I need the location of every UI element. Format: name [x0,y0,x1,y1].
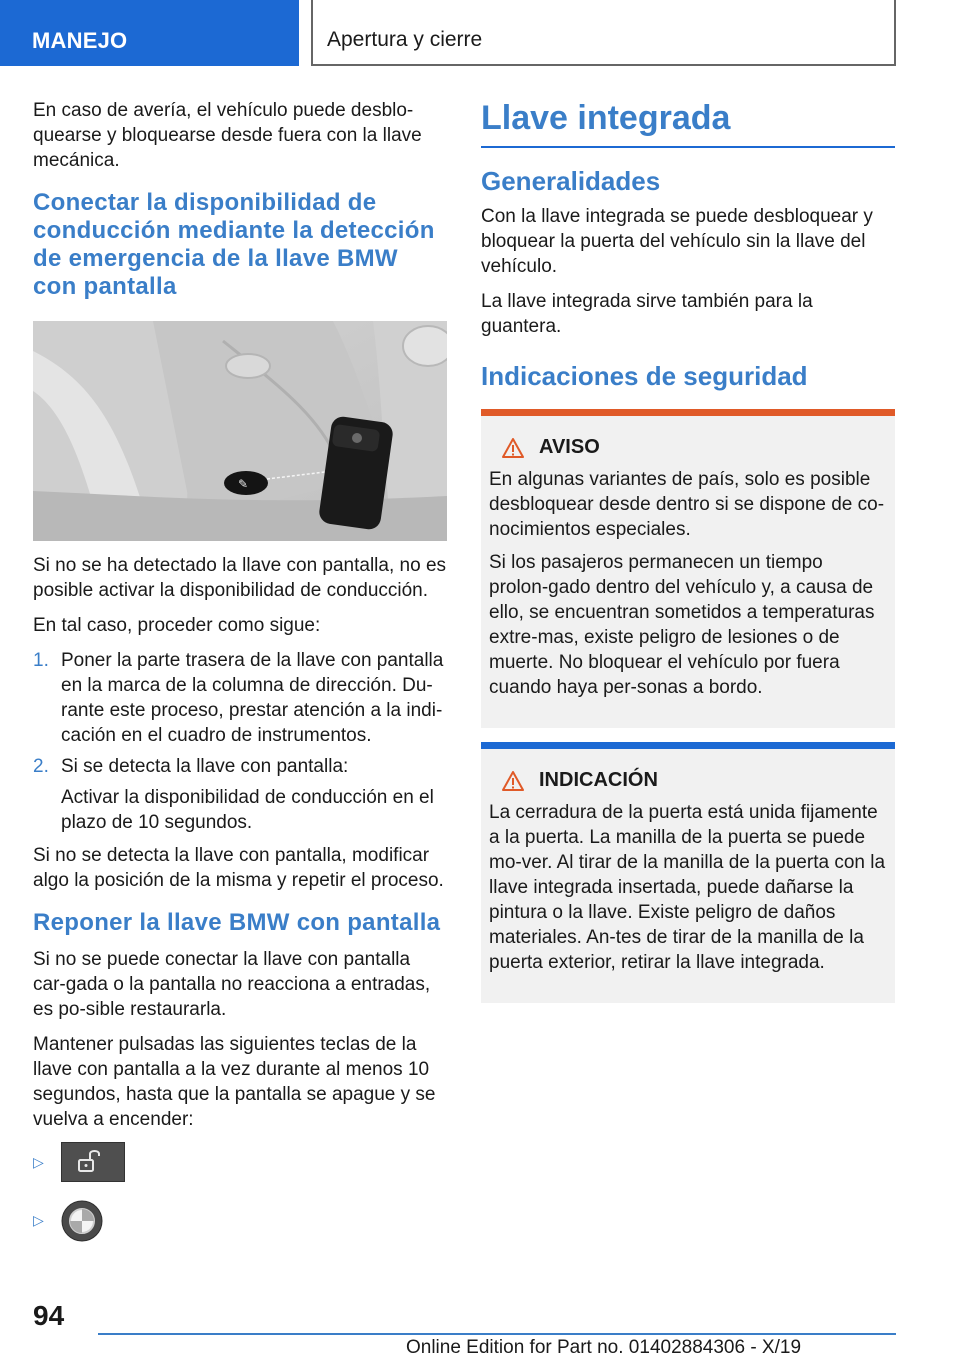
footer-edition: Online Edition for Part no. 01402884306 - X/19 [405,1337,802,1358]
bullet-triangle-icon: ▷ [33,1154,44,1170]
procedure-steps [33,648,447,835]
notice-box [481,742,895,1003]
warning-triangle-icon [501,437,525,459]
warning-paragraph-1: En algunas variantes de país, solo es posible desbloquear desde dentro si se dispone de co-nocimientos especiales. [489,469,885,540]
svg-text:✎: ✎ [238,477,249,491]
general-paragraph-2: La llave integrada sirve también para la guantera. [481,291,813,337]
section-heading-integrated-key: Llave integrada [481,98,895,148]
warning-box [481,409,895,728]
retry-paragraph: Si no se detecta la llave con pantalla, modificar algo la posición de la misma y repetir el proceso. [33,845,444,891]
heading-reset-key: Reponer la llave BMW con pantalla [33,909,441,936]
heading-safety-notes: Indicaciones de seguridad [481,361,808,391]
list-item [33,754,447,835]
warning-triangle-icon [501,770,525,792]
list-item [33,648,447,748]
step-text: Si se detecta la llave con pantalla: [61,756,349,777]
chapter-tab [311,0,896,66]
key-button-row-unlock [33,1142,447,1194]
key-button-row-bmw [33,1200,447,1252]
step-text: Poner la parte trasera de la llave con pantalla en la marca de la columna de dirección. Du-rante este proceso, prestar atención a la indi-cación en el cuadro de instrumentos. [61,650,444,746]
reset-intro-paragraph: Si no se puede conectar la llave con pantalla car-gada o la pantalla no reacciona a entradas, es po-sible restaurarla. [33,949,431,1020]
intro-paragraph: En caso de avería, el vehículo puede desblo-quearse y bloquearse desde fuera con la llave mecánica. [33,100,422,171]
no-key-detected-paragraph: Si no se ha detectado la llave con pantalla, no es posible activar la disponibilidad de conducción. [33,555,447,601]
notice-title: INDICACIÓN [539,769,658,791]
notice-header [489,769,887,792]
bmw-logo-button-icon [61,1200,103,1242]
warning-header [489,436,887,459]
procedure-intro: En tal caso, proceder como sigue: [33,615,321,636]
page-number: 94 [33,1300,65,1331]
heading-general: Generalidades [481,166,661,196]
heading-emergency-detection: Conectar la disponibilidad de conducción mediante la detección de emergencia de la llave BMW con pantalla [33,189,435,300]
step-subtext: Activar la disponibilidad de conducción en el plazo de 10 segundos. [61,787,434,833]
warning-title: AVISO [539,436,600,458]
unlock-button-icon [61,1142,125,1182]
general-paragraph-1: Con la llave integrada se puede desbloquear y bloquear la puerta del vehículo sin la llave del vehículo. [481,206,873,277]
page-header [0,0,960,66]
step-number: 1. [33,650,49,671]
section-tab [0,0,299,66]
right-column [481,98,895,1017]
left-column [33,98,447,1252]
notice-paragraph: La cerradura de la puerta está unida fijamente a la puerta. La manilla de la puerta se puede mo-ver. Al tirar de la manilla de la puerta con la llave integrada insertada, puede dañarse la pintura o la llave. Existe peligro de daños materiales. An-tes de tirar de la manilla de la puerta exterior, retirar la llave integrada. [489,802,886,973]
section-title: MANEJO [32,28,128,53]
chapter-title: Apertura y cierre [327,28,483,51]
bullet-triangle-icon: ▷ [33,1212,44,1228]
reset-instructions-paragraph: Mantener pulsadas las siguientes teclas de la llave con pantalla a la vez durante al menos 10 segundos, hasta que la pantalla se apague y se vuelva a encender: [33,1034,436,1130]
warning-paragraph-2: Si los pasajeros permanecen un tiempo prolon-gado dentro del vehículo y, a causa de ello, se encuentran sometidos a temperaturas extre-mas, existe peligro de lesiones o de muerte. No bloquear el vehículo por fuera cuando haya per-sonas a bordo. [489,552,875,698]
steering-column-key-photo [33,321,447,541]
step-number: 2. [33,756,49,777]
footer-divider [98,1333,896,1335]
